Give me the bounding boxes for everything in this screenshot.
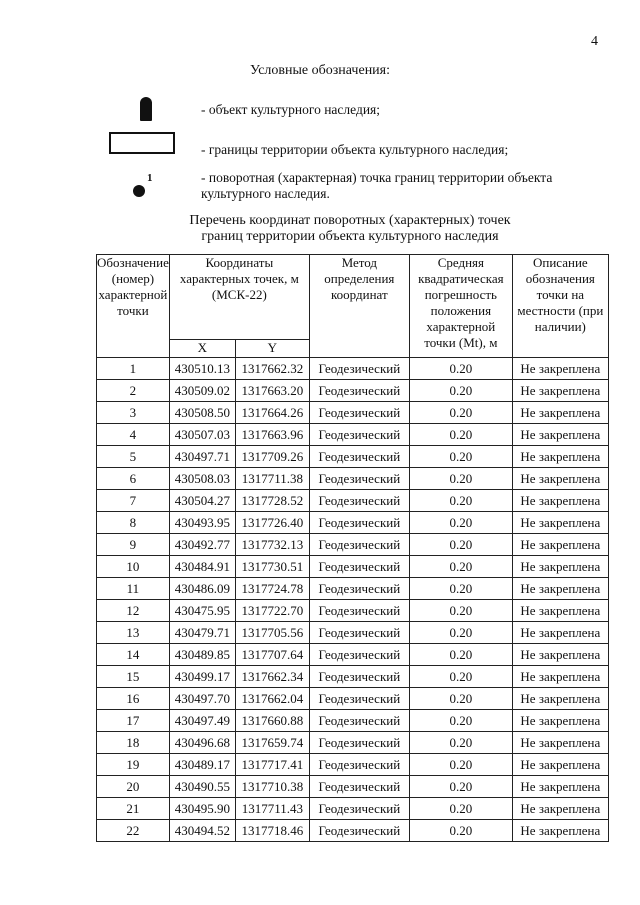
header-y: Y	[235, 340, 309, 358]
y-coordinate-cell: 1317726.40	[235, 512, 309, 534]
x-coordinate-cell: 430496.68	[169, 732, 235, 754]
list-title-line1: Перечень координат поворотных (характерных) точек	[189, 213, 511, 228]
method-cell: Геодезический	[309, 380, 409, 402]
point-number-cell: 13	[97, 622, 170, 644]
x-coordinate-cell: 430484.91	[169, 556, 235, 578]
table-row	[97, 402, 609, 424]
mean-error-cell: 0.20	[409, 798, 512, 820]
description-cell: Не закреплена	[512, 424, 608, 446]
x-coordinate-cell: 430489.85	[169, 644, 235, 666]
mean-error-cell: 0.20	[409, 534, 512, 556]
list-title	[0, 213, 640, 245]
description-cell: Не закреплена	[512, 490, 608, 512]
y-coordinate-cell: 1317659.74	[235, 732, 309, 754]
point-number-cell: 9	[97, 534, 170, 556]
point-number-cell: 22	[97, 820, 170, 842]
point-number-cell: 20	[97, 776, 170, 798]
description-cell: Не закреплена	[512, 446, 608, 468]
description-cell: Не закреплена	[512, 622, 608, 644]
table-row	[97, 622, 609, 644]
method-cell: Геодезический	[309, 644, 409, 666]
mean-error-cell: 0.20	[409, 556, 512, 578]
description-cell: Не закреплена	[512, 556, 608, 578]
description-cell: Не закреплена	[512, 512, 608, 534]
point-number-cell: 19	[97, 754, 170, 776]
description-cell: Не закреплена	[512, 644, 608, 666]
point-number-cell: 6	[97, 468, 170, 490]
x-coordinate-cell: 430493.95	[169, 512, 235, 534]
table-row	[97, 578, 609, 600]
table-row	[97, 358, 609, 380]
point-number-cell: 2	[97, 380, 170, 402]
table-row	[97, 512, 609, 534]
table-row	[97, 710, 609, 732]
header-method: Метод определения координат	[309, 255, 409, 358]
table-row	[97, 600, 609, 622]
table-row	[97, 754, 609, 776]
y-coordinate-cell: 1317660.88	[235, 710, 309, 732]
mean-error-cell: 0.20	[409, 600, 512, 622]
method-cell: Геодезический	[309, 666, 409, 688]
legend-item-monument: - объект культурного наследия;	[201, 102, 381, 117]
list-title-line2: границ территории объекта культурного наследия	[201, 229, 499, 244]
description-cell: Не закреплена	[512, 820, 608, 842]
legend-item-point-line1: - поворотная (характерная) точка границ территории объекта	[201, 170, 553, 185]
method-cell: Геодезический	[309, 534, 409, 556]
y-coordinate-cell: 1317732.13	[235, 534, 309, 556]
x-coordinate-cell: 430507.03	[169, 424, 235, 446]
y-coordinate-cell: 1317718.46	[235, 820, 309, 842]
method-cell: Геодезический	[309, 820, 409, 842]
monument-marker-icon	[140, 97, 152, 121]
method-cell: Геодезический	[309, 776, 409, 798]
mean-error-cell: 0.20	[409, 666, 512, 688]
description-cell: Не закреплена	[512, 402, 608, 424]
method-cell: Геодезический	[309, 732, 409, 754]
point-number-cell: 5	[97, 446, 170, 468]
description-cell: Не закреплена	[512, 380, 608, 402]
header-number: Обозначение (номер) характерной точки	[97, 255, 170, 358]
mean-error-cell: 0.20	[409, 622, 512, 644]
table-row	[97, 468, 609, 490]
header-error: Средняя квадратическая погрешность положения характерной точки (Mt), м	[409, 255, 512, 358]
point-number-cell: 1	[97, 358, 170, 380]
mean-error-cell: 0.20	[409, 820, 512, 842]
mean-error-cell: 0.20	[409, 424, 512, 446]
x-coordinate-cell: 430489.17	[169, 754, 235, 776]
x-coordinate-cell: 430486.09	[169, 578, 235, 600]
mean-error-cell: 0.20	[409, 710, 512, 732]
table-row	[97, 688, 609, 710]
y-coordinate-cell: 1317662.32	[235, 358, 309, 380]
mean-error-cell: 0.20	[409, 578, 512, 600]
point-number-cell: 8	[97, 512, 170, 534]
point-number-cell: 11	[97, 578, 170, 600]
x-coordinate-cell: 430499.17	[169, 666, 235, 688]
y-coordinate-cell: 1317662.04	[235, 688, 309, 710]
y-coordinate-cell: 1317707.64	[235, 644, 309, 666]
y-coordinate-cell: 1317663.20	[235, 380, 309, 402]
description-cell: Не закреплена	[512, 600, 608, 622]
x-coordinate-cell: 430494.52	[169, 820, 235, 842]
header-description: Описание обозначения точки на местности (при наличии)	[512, 255, 608, 358]
description-cell: Не закреплена	[512, 710, 608, 732]
point-number-cell: 12	[97, 600, 170, 622]
description-cell: Не закреплена	[512, 688, 608, 710]
table-row	[97, 666, 609, 688]
table-row	[97, 424, 609, 446]
point-number-cell: 7	[97, 490, 170, 512]
table-row	[97, 380, 609, 402]
mean-error-cell: 0.20	[409, 446, 512, 468]
point-number-cell: 10	[97, 556, 170, 578]
method-cell: Геодезический	[309, 512, 409, 534]
turning-point-icon	[133, 185, 145, 197]
y-coordinate-cell: 1317722.70	[235, 600, 309, 622]
x-coordinate-cell: 430497.70	[169, 688, 235, 710]
table-row	[97, 534, 609, 556]
mean-error-cell: 0.20	[409, 358, 512, 380]
page-number: 4	[591, 34, 598, 49]
header-coords: Координаты характерных точек, м (МСК-22)	[169, 255, 309, 340]
point-number-cell: 15	[97, 666, 170, 688]
table-row	[97, 776, 609, 798]
x-coordinate-cell: 430495.90	[169, 798, 235, 820]
y-coordinate-cell: 1317662.34	[235, 666, 309, 688]
method-cell: Геодезический	[309, 798, 409, 820]
mean-error-cell: 0.20	[409, 380, 512, 402]
x-coordinate-cell: 430510.13	[169, 358, 235, 380]
y-coordinate-cell: 1317705.56	[235, 622, 309, 644]
point-number-cell: 4	[97, 424, 170, 446]
y-coordinate-cell: 1317711.38	[235, 468, 309, 490]
x-coordinate-cell: 430479.71	[169, 622, 235, 644]
description-cell: Не закреплена	[512, 534, 608, 556]
description-cell: Не закреплена	[512, 798, 608, 820]
method-cell: Геодезический	[309, 688, 409, 710]
point-number-cell: 21	[97, 798, 170, 820]
x-coordinate-cell: 430497.71	[169, 446, 235, 468]
x-coordinate-cell: 430497.49	[169, 710, 235, 732]
table-row	[97, 732, 609, 754]
mean-error-cell: 0.20	[409, 644, 512, 666]
point-number-cell: 14	[97, 644, 170, 666]
legend-item-point	[201, 170, 552, 202]
method-cell: Геодезический	[309, 468, 409, 490]
boundary-rectangle-icon	[109, 132, 175, 154]
description-cell: Не закреплена	[512, 732, 608, 754]
y-coordinate-cell: 1317663.96	[235, 424, 309, 446]
y-coordinate-cell: 1317728.52	[235, 490, 309, 512]
mean-error-cell: 0.20	[409, 732, 512, 754]
method-cell: Геодезический	[309, 556, 409, 578]
table-row	[97, 820, 609, 842]
method-cell: Геодезический	[309, 710, 409, 732]
mean-error-cell: 0.20	[409, 402, 512, 424]
method-cell: Геодезический	[309, 424, 409, 446]
y-coordinate-cell: 1317709.26	[235, 446, 309, 468]
method-cell: Геодезический	[309, 600, 409, 622]
mean-error-cell: 0.20	[409, 754, 512, 776]
table-row	[97, 446, 609, 468]
method-cell: Геодезический	[309, 578, 409, 600]
legend-title: Условные обозначения:	[249, 63, 391, 78]
method-cell: Геодезический	[309, 622, 409, 644]
mean-error-cell: 0.20	[409, 776, 512, 798]
point-number-cell: 17	[97, 710, 170, 732]
description-cell: Не закреплена	[512, 468, 608, 490]
point-number-cell: 16	[97, 688, 170, 710]
method-cell: Геодезический	[309, 490, 409, 512]
turning-point-label: 1	[147, 172, 153, 184]
y-coordinate-cell: 1317710.38	[235, 776, 309, 798]
legend-item-point-line2: культурного наследия.	[201, 186, 330, 201]
point-number-cell: 3	[97, 402, 170, 424]
method-cell: Геодезический	[309, 402, 409, 424]
x-coordinate-cell: 430504.27	[169, 490, 235, 512]
method-cell: Геодезический	[309, 754, 409, 776]
coordinates-table	[96, 254, 609, 842]
x-coordinate-cell: 430490.55	[169, 776, 235, 798]
point-number-cell: 18	[97, 732, 170, 754]
x-coordinate-cell: 430492.77	[169, 534, 235, 556]
y-coordinate-cell: 1317664.26	[235, 402, 309, 424]
mean-error-cell: 0.20	[409, 512, 512, 534]
table-row	[97, 798, 609, 820]
description-cell: Не закреплена	[512, 754, 608, 776]
x-coordinate-cell: 430508.03	[169, 468, 235, 490]
description-cell: Не закреплена	[512, 578, 608, 600]
mean-error-cell: 0.20	[409, 490, 512, 512]
y-coordinate-cell: 1317711.43	[235, 798, 309, 820]
y-coordinate-cell: 1317724.78	[235, 578, 309, 600]
header-x: X	[169, 340, 235, 358]
mean-error-cell: 0.20	[409, 688, 512, 710]
x-coordinate-cell: 430508.50	[169, 402, 235, 424]
method-cell: Геодезический	[309, 446, 409, 468]
legend-item-boundary: - границы территории объекта культурного наследия;	[201, 142, 509, 157]
table-row	[97, 644, 609, 666]
table-row	[97, 490, 609, 512]
description-cell: Не закреплена	[512, 776, 608, 798]
y-coordinate-cell: 1317717.41	[235, 754, 309, 776]
mean-error-cell: 0.20	[409, 468, 512, 490]
x-coordinate-cell: 430475.95	[169, 600, 235, 622]
x-coordinate-cell: 430509.02	[169, 380, 235, 402]
description-cell: Не закреплена	[512, 358, 608, 380]
method-cell: Геодезический	[309, 358, 409, 380]
y-coordinate-cell: 1317730.51	[235, 556, 309, 578]
description-cell: Не закреплена	[512, 666, 608, 688]
table-row	[97, 556, 609, 578]
